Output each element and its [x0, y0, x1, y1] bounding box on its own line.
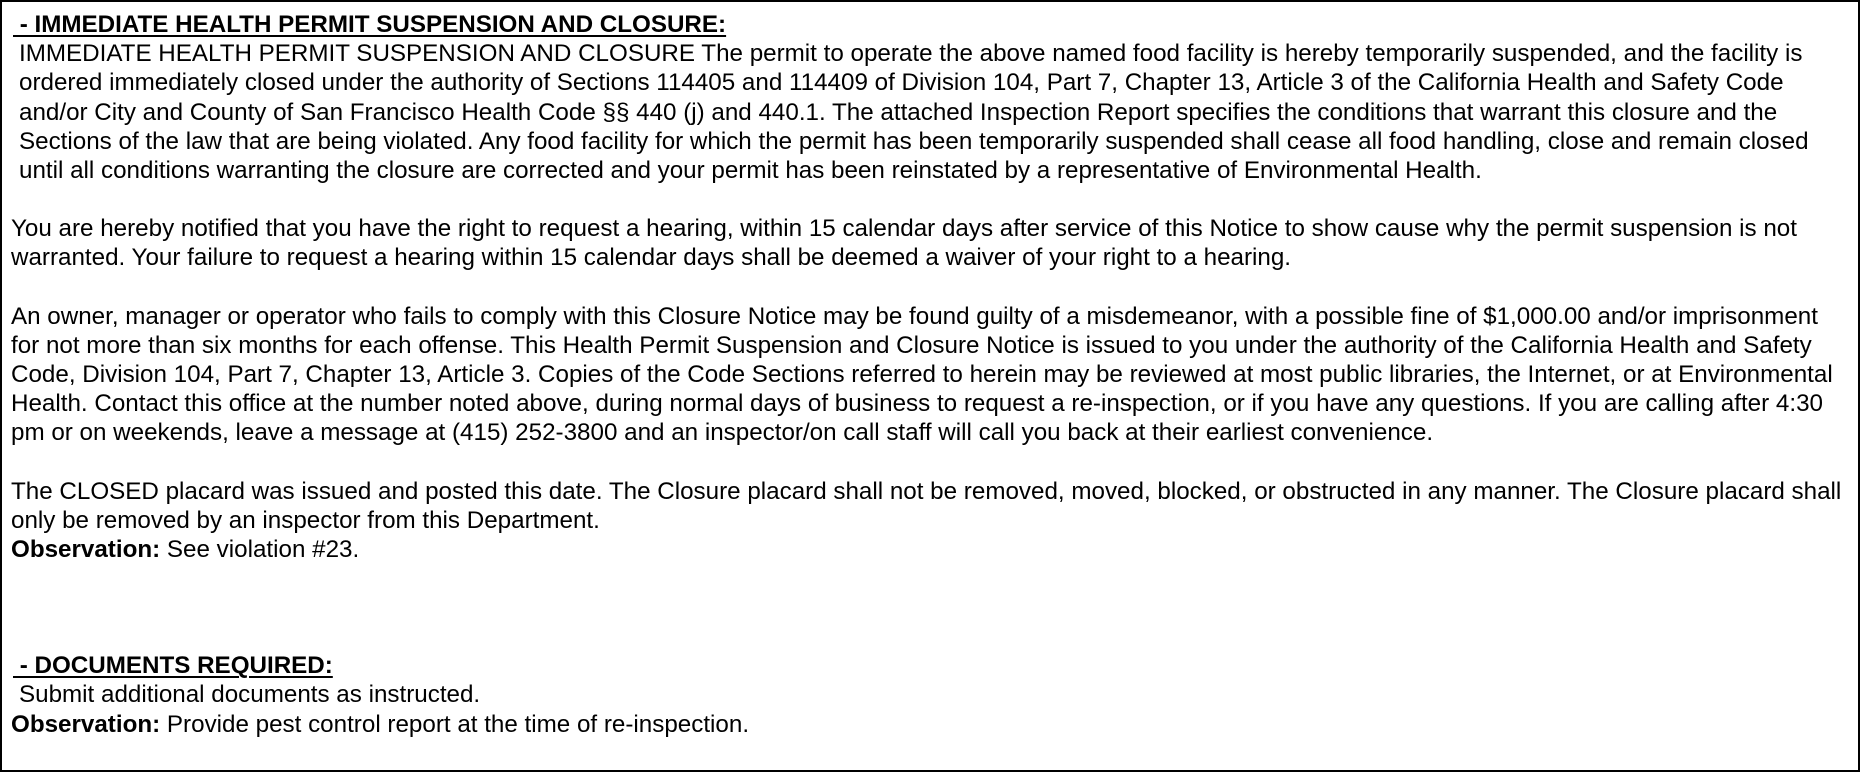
observation-label: Observation: [11, 710, 161, 738]
paragraph-spacer [11, 185, 1848, 214]
observation-text: Provide pest control report at the time of re-inspection. [160, 710, 750, 738]
closure-observation [11, 535, 1848, 564]
closure-paragraph-penalties: An owner, manager or operator who fails to comply with this Closure Notice may be found guilty of a misdemeanor, with a possible fine of $1,000.00 and/or imprisonment for not more than six months for each offense. This Health Permit Suspension and Closure Notice is issued to you under the authority of the California Health and Safety Code, Division 104, Part 7, Chapter 13, Article 3. Copies of the Code Sections referred to herein may be reviewed at most public libraries, the Internet, or at Environmental Health. Contact this office at the number noted above, during normal days of business to request a re-inspection, or if you have any questions. If you are calling after 4:30 pm or on weekends, leave a message at (415) 252-3800 and an inspector/on call staff will call you back at their earliest convenience. [11, 302, 1833, 447]
documents-observation [11, 710, 1848, 739]
closure-paragraph-authority: IMMEDIATE HEALTH PERMIT SUSPENSION AND CLOSURE The permit to operate the above named food facility is hereby temporarily suspended, and the facility is ordered immediately closed under the authority of Sections 114405 and 114409 of Division 104, Part 7, Chapter 13, Article 3 of the California Health and Safety Code and/or City and County of San Francisco Health Code §§ 440 (j) and 440.1. The attached Inspection Report specifies the conditions that warrant this closure and the Sections of the law that are being violated. Any food facility for which the permit has been temporarily suspended shall cease all food handling, close and remain closed until all conditions warranting the closure are corrected and your permit has been reinstated by a representative of Environmental Health. [19, 40, 1809, 185]
paragraph-spacer [11, 273, 1848, 302]
paragraph-spacer [11, 448, 1848, 477]
documents-section-title: - DOCUMENTS REQUIRED: [13, 652, 333, 680]
closure-section-title: - IMMEDIATE HEALTH PERMIT SUSPENSION AND CLOSURE: [13, 11, 727, 38]
documents-instruction: Submit additional documents as instructed. [19, 681, 481, 709]
closure-paragraph-placard: The CLOSED placard was issued and posted this date. The Closure placard shall not be removed, moved, blocked, or obstructed in any manner. The Closure placard shall only be removed by an inspector from this Department. [11, 477, 1842, 534]
observation-text: See violation #23. [160, 536, 360, 564]
observation-label: Observation: [11, 536, 161, 564]
closure-paragraph-hearing-rights: You are hereby notified that you have the right to request a hearing, within 15 calendar days after service of this Notice to show cause why the permit suspension is not warranted. Your failure to request a hearing within 15 calendar days shall be deemed a waiver of your right to a hearing. [11, 215, 1797, 272]
section-spacer [11, 564, 1848, 651]
